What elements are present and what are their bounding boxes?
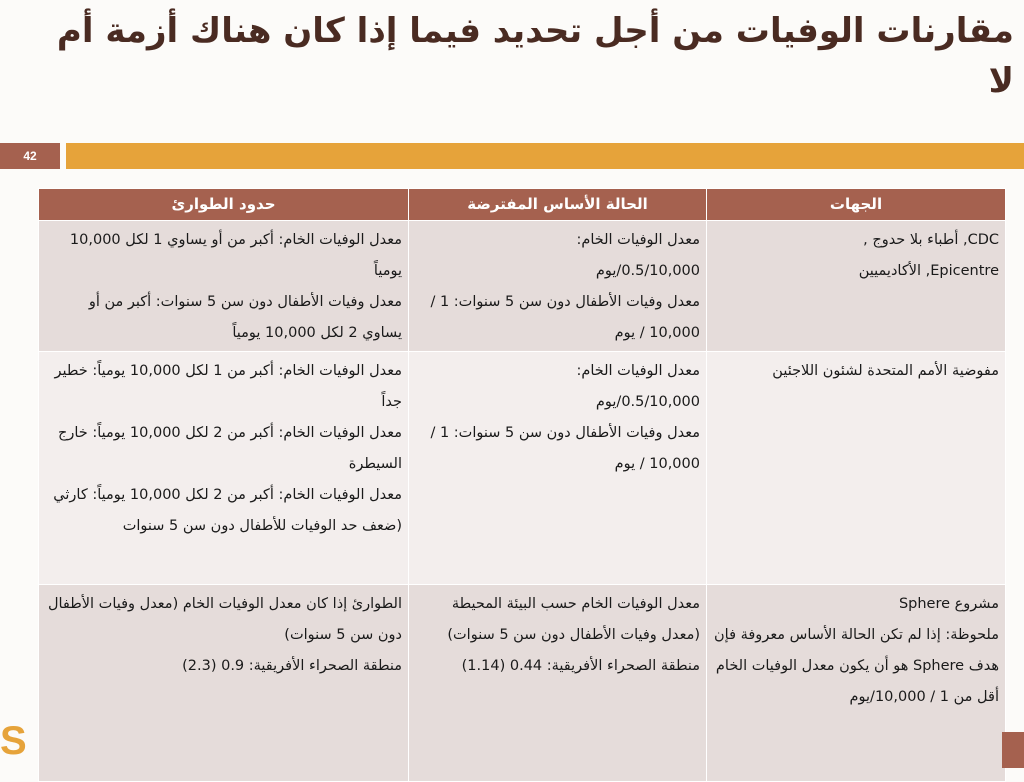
threshold-cell (39, 585, 409, 782)
agencies-cell (707, 221, 1006, 352)
baseline-line: 0.5/10,000/يوم (595, 263, 700, 279)
table-row (39, 585, 1006, 782)
baseline-cell (409, 221, 707, 352)
threshold-line: معدل الوفيات الخام: أكبر من 2 لكل 10,000 يومياً: خارج السيطرة (57, 425, 402, 472)
threshold-line: معدل الوفيات الخام: أكبر من أو يساوي 1 لكل 10,000 يومياً (69, 232, 402, 279)
threshold-line: معدل وفيات الأطفال دون سن 5 سنوات: أكبر من أو يساوي 2 لكل 10,000 يومياً (88, 294, 402, 341)
baseline-cell (409, 352, 707, 585)
table-header-row (39, 189, 1006, 221)
agencies-line: مفوضية الأمم المتحدة لشئون اللاجئين (772, 363, 999, 379)
baseline-line: معدل الوفيات الخام: (576, 232, 700, 248)
agencies-cell (707, 352, 1006, 585)
agencies-line: ملحوظة: إذا لم تكن الحالة الأساس معروفة فإن هدف Sphere هو أن يكون معدل الوفيات الخام أقل من 1 / 10,000/يوم (714, 627, 999, 705)
baseline-line: معدل وفيات الأطفال دون سن 5 سنوات: 1 / 10,000 / يوم (430, 425, 700, 472)
baseline-line: معدل الوفيات الخام حسب البيئة المحيطة (معدل وفيات الأطفال دون سن 5 سنوات) (447, 596, 700, 643)
threshold-line: منطقة الصحراء الأفريقية: 0.9 (2.3) (182, 658, 402, 674)
baseline-line: معدل وفيات الأطفال دون سن 5 سنوات: 1 / 10,000 / يوم (430, 294, 700, 341)
baseline-line: معدل الوفيات الخام: (576, 363, 700, 379)
threshold-cell (39, 221, 409, 352)
slide-number: 42 (23, 149, 37, 163)
threshold-line: معدل الوفيات الخام: أكبر من 1 لكل 10,000 يومياً: خطير جداً (54, 363, 402, 410)
header-baseline: الحالة الأساس المفترضة (409, 189, 707, 221)
comparison-table (38, 188, 1006, 782)
threshold-cell (39, 352, 409, 585)
table-row (39, 221, 1006, 352)
agencies-line: مشروع Sphere (898, 596, 999, 612)
threshold-line: معدل الوفيات الخام: أكبر من 2 لكل 10,000 يومياً: كارثي (ضعف حد الوفيات للأطفال دون سن 5 سنوات (53, 487, 402, 534)
threshold-line: الطوارئ إذا كان معدل الوفيات الخام (معدل وفيات الأطفال دون سن 5 سنوات) (47, 596, 402, 643)
decorative-letters: S (0, 719, 27, 763)
accent-bar (66, 143, 1024, 169)
agencies-cell (707, 585, 1006, 782)
agencies-line: Epicentre, الأكاديميين (858, 263, 999, 279)
baseline-line: منطقة الصحراء الأفريقية: 0.44 (1.14) (461, 658, 700, 674)
corner-block (1002, 732, 1024, 768)
table-row (39, 352, 1006, 585)
header-agencies: الجهات (707, 189, 1006, 221)
agencies-line: CDC, أطباء بلا حدوج , (863, 232, 999, 248)
header-threshold: حدود الطوارئ (39, 189, 409, 221)
baseline-cell (409, 585, 707, 782)
baseline-line: 0.5/10,000/يوم (595, 394, 700, 410)
slide-title: مقارنات الوفيات من أجل تحديد فيما إذا كان هناك أزمة أم لا (56, 11, 1014, 101)
